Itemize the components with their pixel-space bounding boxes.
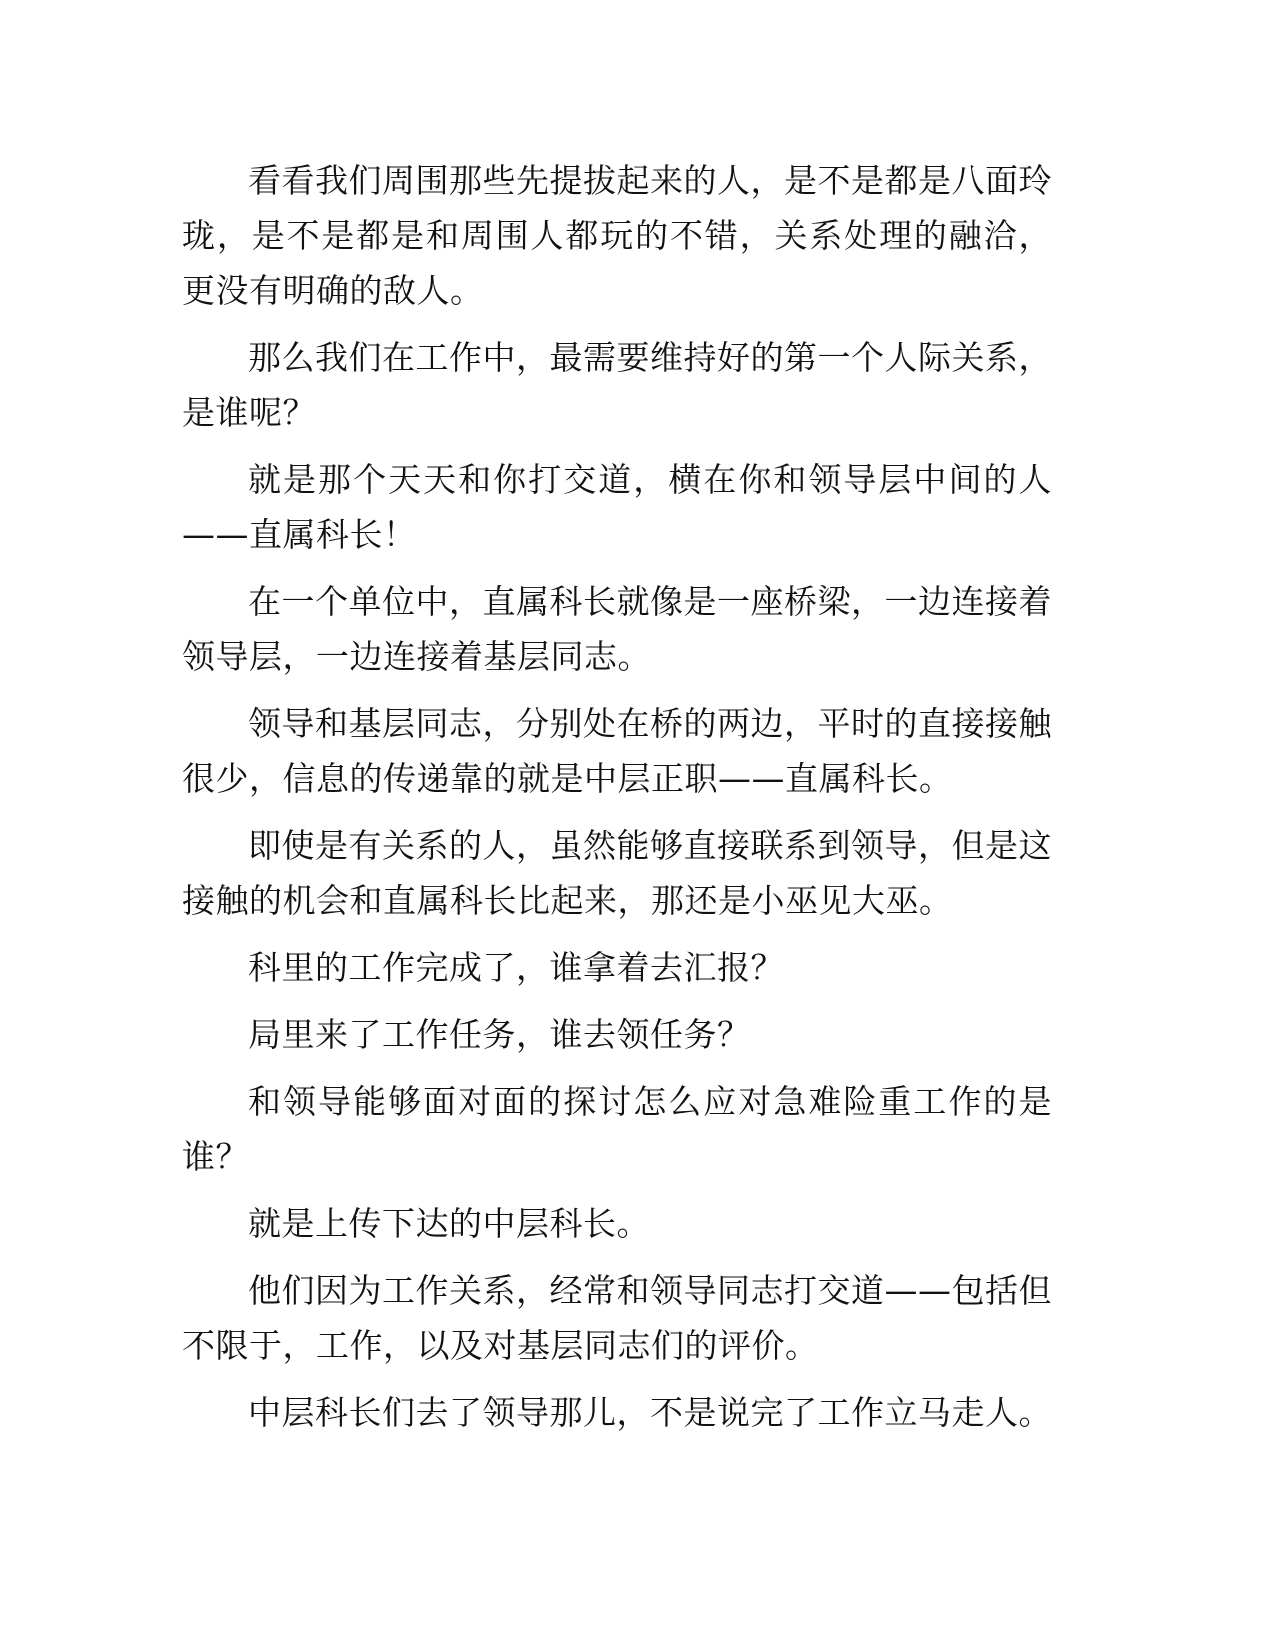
paragraph-1: 看看我们周围那些先提拔起来的人，是不是都是八面玲珑，是不是都是和周围人都玩的不错，关系处理的融洽，更没有明确的敌人。 <box>182 161 1052 310</box>
paragraph-4: 在一个单位中，直属科长就像是一座桥梁，一边连接着领导层，一边连接着基层同志。 <box>182 582 1052 676</box>
paragraph-8: 局里来了工作任务，谁去领任务？ <box>248 1015 751 1054</box>
paragraph-2: 那么我们在工作中，最需要维持好的第一个人际关系，是谁呢？ <box>182 338 1052 432</box>
paragraph-10: 就是上传下达的中层科长。 <box>248 1204 650 1243</box>
paragraph-11: 他们因为工作关系，经常和领导同志打交道——包括但不限于，工作，以及对基层同志们的评价。 <box>182 1271 1052 1365</box>
paragraph-5: 领导和基层同志，分别处在桥的两边，平时的直接接触很少，信息的传递靠的就是中层正职——直属科长。 <box>182 704 1052 798</box>
paragraph-6: 即使是有关系的人，虽然能够直接联系到领导，但是这接触的机会和直属科长比起来，那还是小巫见大巫。 <box>182 826 1052 920</box>
paragraph-9: 和领导能够面对面的探讨怎么应对急难险重工作的是谁？ <box>182 1082 1052 1176</box>
paragraph-3: 就是那个天天和你打交道，横在你和领导层中间的人——直属科长！ <box>182 460 1052 554</box>
document-body <box>182 153 1052 1452</box>
paragraph-12: 中层科长们去了领导那儿，不是说完了工作立马走人。 <box>248 1393 1052 1432</box>
paragraph-7: 科里的工作完成了，谁拿着去汇报？ <box>248 948 784 987</box>
